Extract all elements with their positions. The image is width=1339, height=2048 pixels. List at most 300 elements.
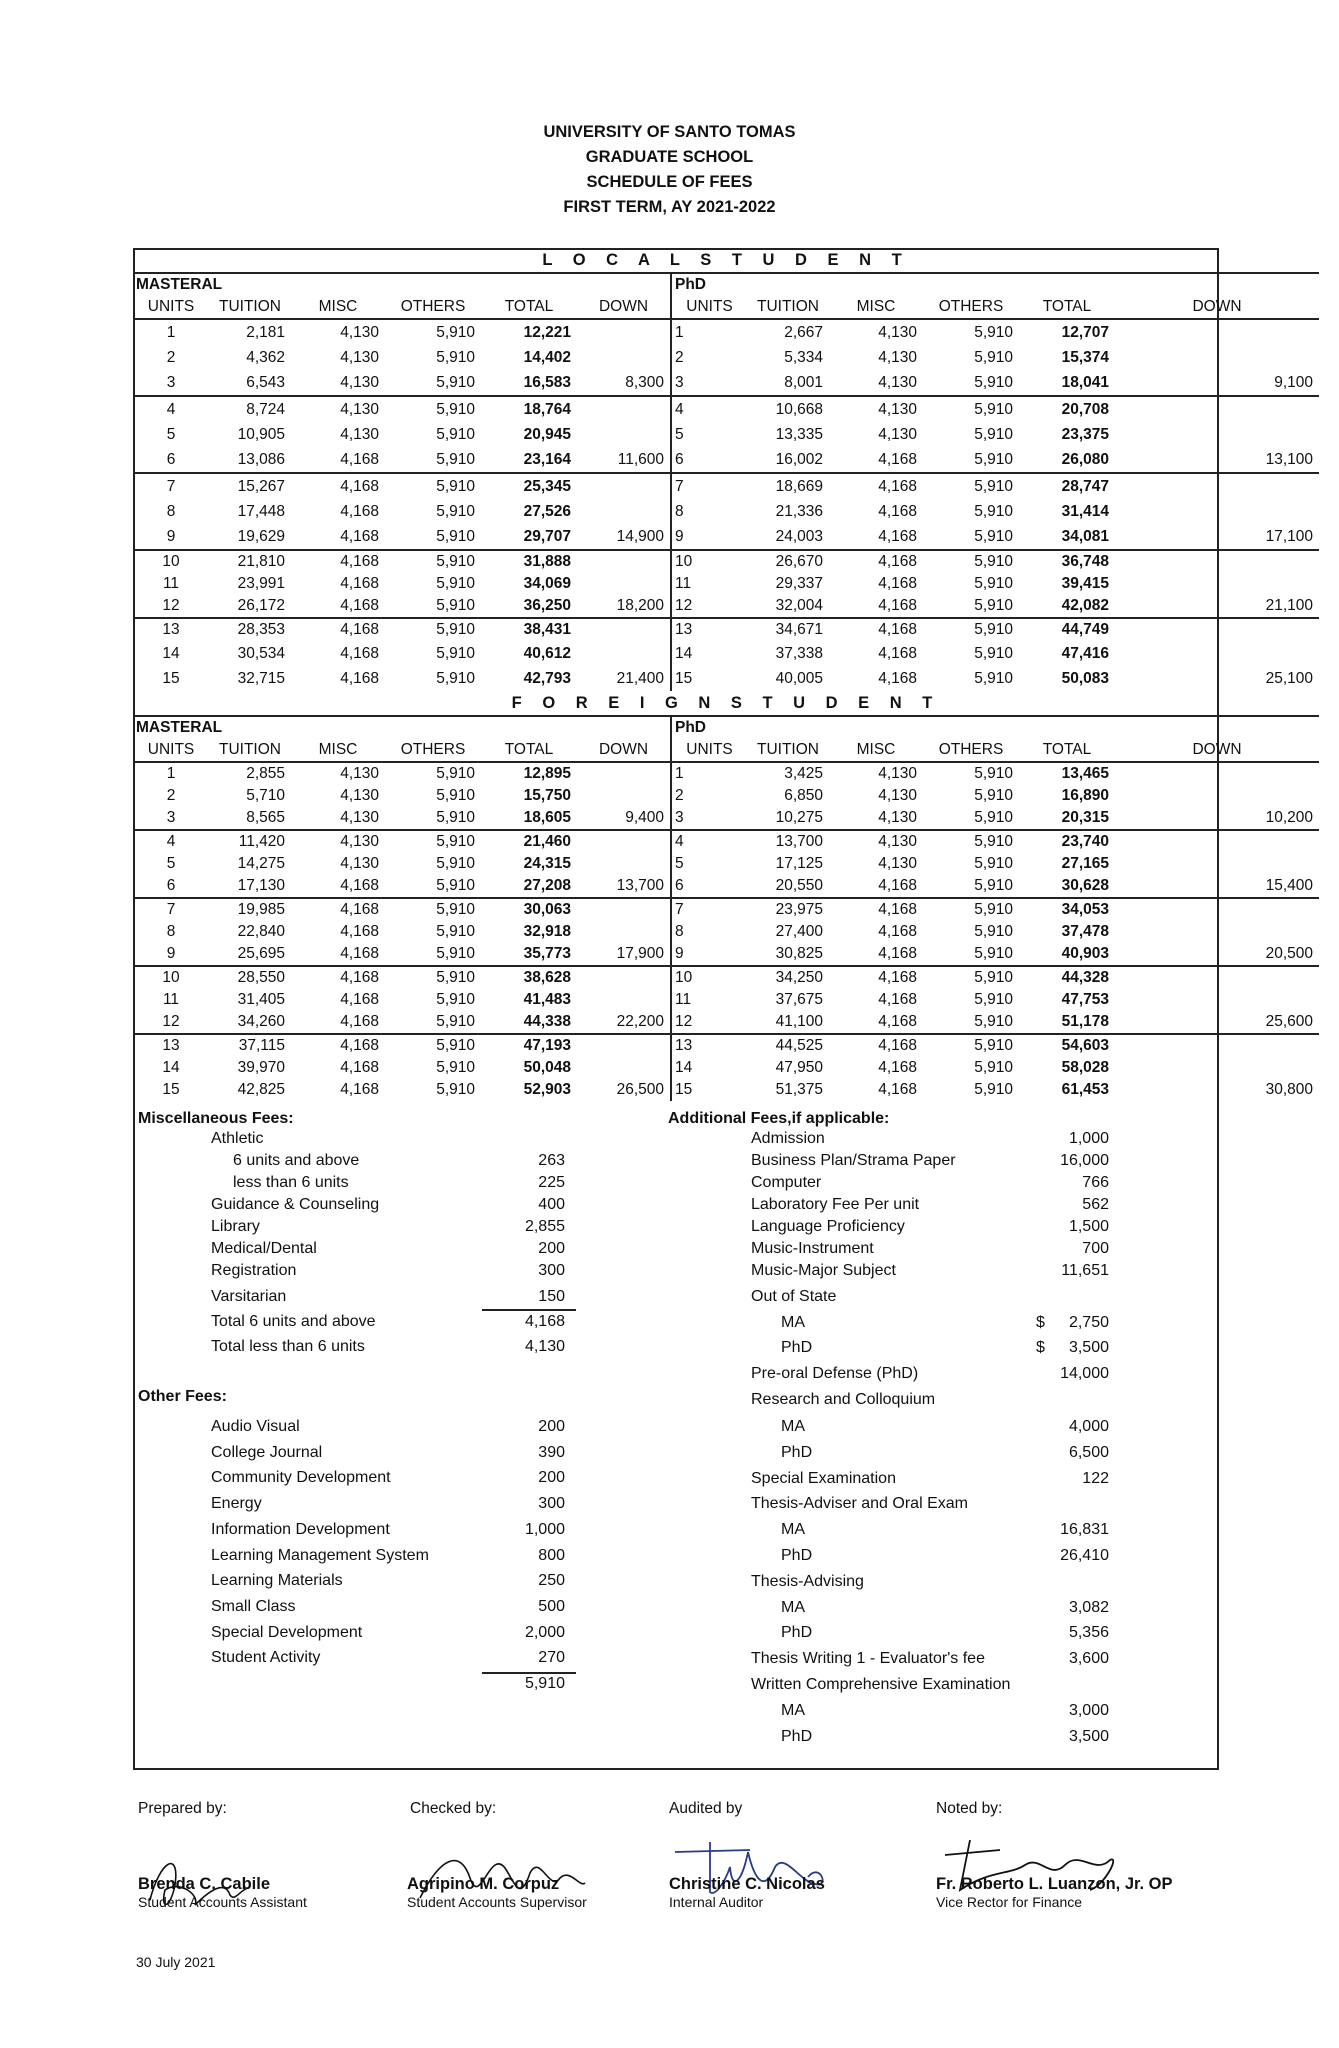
table-row bbox=[133, 618, 1319, 641]
masteral-units-cell: 10 bbox=[133, 550, 209, 573]
phd-tuition-cell: 13,700 bbox=[747, 830, 829, 853]
masteral-down-cell: 9,400 bbox=[577, 807, 671, 830]
masteral-down-cell: 21,400 bbox=[577, 666, 671, 691]
additional-fee-amount: 14,000 bbox=[1060, 1365, 1109, 1382]
phd-others-cell: 5,910 bbox=[974, 575, 1013, 592]
masteral-total-cell: 15,750 bbox=[523, 787, 571, 804]
phd-misc-cell: 4,168 bbox=[878, 527, 917, 545]
table-row bbox=[133, 807, 1319, 830]
masteral-total-cell: 52,903 bbox=[523, 1081, 571, 1098]
masteral-tuition-cell: 8,724 bbox=[209, 396, 291, 422]
masteral-others-cell: 5,910 bbox=[436, 1059, 475, 1076]
masteral-others-cell: 5,910 bbox=[436, 1081, 475, 1098]
phd-tuition-cell: 18,669 bbox=[747, 473, 829, 499]
table-row bbox=[133, 345, 1319, 370]
phd-label: PhD bbox=[675, 719, 706, 736]
other-fee-amount: 390 bbox=[538, 1443, 565, 1461]
column-header: UNITS bbox=[133, 739, 209, 762]
masteral-total-cell: 18,605 bbox=[523, 809, 571, 826]
phd-tuition-cell: 44,525 bbox=[747, 1034, 829, 1057]
phd-misc-cell: 4,168 bbox=[878, 669, 917, 687]
phd-units-cell: 8 bbox=[675, 502, 684, 520]
masteral-down-cell: 13,700 bbox=[577, 875, 671, 898]
phd-down-cell bbox=[1115, 499, 1319, 524]
phd-misc-cell: 4,130 bbox=[829, 396, 923, 422]
other-fees-title: Other Fees: bbox=[138, 1388, 227, 1405]
phd-tuition-cell: 2,667 bbox=[784, 323, 823, 341]
masteral-down-cell: 14,900 bbox=[577, 524, 671, 550]
phd-tuition-cell: 16,002 bbox=[775, 450, 823, 468]
masteral-total-cell: 44,338 bbox=[523, 1013, 571, 1030]
misc-fee-label: Registration bbox=[211, 1262, 297, 1279]
phd-total-cell: 61,453 bbox=[1061, 1081, 1109, 1098]
masteral-others-cell: 5,910 bbox=[436, 991, 475, 1008]
masteral-tuition-cell: 6,543 bbox=[246, 373, 285, 391]
column-header: MISC bbox=[291, 296, 385, 319]
table-row bbox=[133, 550, 1319, 573]
masteral-down-cell: 18,200 bbox=[577, 595, 671, 618]
additional-fee-amount: 3,500 bbox=[1068, 1339, 1109, 1356]
phd-total-cell: 28,747 bbox=[1019, 473, 1115, 499]
signatory-label: Audited by bbox=[669, 1800, 743, 1817]
phd-down-cell bbox=[1115, 641, 1319, 666]
signatory-checked bbox=[410, 1800, 496, 1818]
phd-total-cell: 20,708 bbox=[1019, 396, 1115, 422]
phd-units-cell: 5 bbox=[675, 855, 684, 872]
phd-misc-cell: 4,130 bbox=[878, 855, 917, 872]
phd-misc-cell: 4,168 bbox=[829, 618, 923, 641]
phd-misc-cell: 4,130 bbox=[878, 765, 917, 782]
foreign-title-cell: F O R E I G N S T U D E N T bbox=[133, 691, 1319, 716]
masteral-others-cell: 5,910 bbox=[385, 898, 481, 921]
masteral-misc-cell: 4,130 bbox=[340, 809, 379, 826]
additional-fee-amount: 700 bbox=[1082, 1240, 1109, 1257]
signatory-name: Brenda C. Cabile bbox=[138, 1875, 271, 1893]
phd-down-cell bbox=[1115, 573, 1319, 595]
phd-others-cell: 5,910 bbox=[923, 473, 1019, 499]
signatory-block-noted bbox=[936, 1875, 1173, 1910]
masteral-down-cell: 26,500 bbox=[577, 1079, 671, 1101]
phd-units-cell: 12 bbox=[675, 597, 693, 614]
column-header: DOWN bbox=[577, 739, 671, 762]
misc-fees-title: Miscellaneous Fees: bbox=[138, 1110, 294, 1127]
document-header bbox=[0, 120, 1339, 220]
masteral-misc-cell: 4,168 bbox=[291, 550, 385, 573]
masteral-misc-cell: 4,168 bbox=[340, 502, 379, 520]
masteral-others-cell: 5,910 bbox=[436, 348, 475, 366]
phd-units-cell: 6 bbox=[675, 877, 684, 894]
phd-units-cell: 7 bbox=[671, 473, 747, 499]
signatures bbox=[0, 1800, 1339, 2040]
masteral-units-cell: 15 bbox=[162, 669, 180, 687]
phd-down-cell bbox=[1115, 422, 1319, 447]
phd-units-cell: 13 bbox=[671, 618, 747, 641]
column-header: OTHERS bbox=[385, 296, 481, 319]
masteral-misc-cell: 4,168 bbox=[340, 669, 379, 687]
additional-fee-amount: 1,500 bbox=[1068, 1218, 1109, 1235]
phd-down-cell bbox=[1115, 473, 1319, 499]
table-row bbox=[133, 524, 1319, 550]
column-header: TUITION bbox=[747, 296, 829, 319]
additional-fee-amount: 4,000 bbox=[1068, 1418, 1109, 1435]
masteral-others-cell: 5,910 bbox=[385, 966, 481, 989]
masteral-units-cell: 13 bbox=[133, 1034, 209, 1057]
masteral-down-cell bbox=[577, 898, 671, 921]
additional-fee-label: Thesis-Adviser and Oral Exam bbox=[751, 1495, 968, 1512]
masteral-units-cell: 10 bbox=[133, 966, 209, 989]
phd-others-cell: 5,910 bbox=[974, 373, 1013, 391]
additional-fee-amount: 16,000 bbox=[1060, 1152, 1109, 1169]
phd-down-cell bbox=[1115, 898, 1319, 921]
phd-total-cell: 31,414 bbox=[1061, 502, 1109, 520]
masteral-misc-cell: 4,168 bbox=[340, 991, 379, 1008]
masteral-misc-cell: 4,168 bbox=[291, 966, 385, 989]
phd-units-cell: 12 bbox=[675, 1013, 693, 1030]
additional-fee-label: Thesis-Advising bbox=[751, 1573, 864, 1590]
masteral-tuition-cell: 17,448 bbox=[237, 502, 285, 520]
masteral-units-cell: 14 bbox=[162, 644, 180, 662]
phd-others-cell: 5,910 bbox=[974, 450, 1013, 468]
masteral-total-cell: 47,193 bbox=[481, 1034, 577, 1057]
table-row bbox=[133, 966, 1319, 989]
phd-units-cell: 10 bbox=[671, 966, 747, 989]
phd-units-cell: 4 bbox=[671, 396, 747, 422]
masteral-misc-cell: 4,168 bbox=[340, 575, 379, 592]
foreign-section-title bbox=[133, 691, 1319, 716]
phd-others-cell: 5,910 bbox=[974, 991, 1013, 1008]
phd-others-cell: 5,910 bbox=[923, 396, 1019, 422]
signatory-block-prepared bbox=[138, 1875, 307, 1910]
phd-others-cell: 5,910 bbox=[923, 830, 1019, 853]
masteral-units-cell: 7 bbox=[133, 898, 209, 921]
masteral-tuition-cell: 14,275 bbox=[237, 855, 285, 872]
phd-misc-cell: 4,130 bbox=[878, 809, 917, 826]
phd-others-cell: 5,910 bbox=[923, 618, 1019, 641]
phd-down-cell: 30,800 bbox=[1265, 1081, 1314, 1098]
other-fee-label: Special Development bbox=[211, 1623, 363, 1641]
masteral-units-cell: 4 bbox=[133, 396, 209, 422]
masteral-label: MASTERAL bbox=[133, 716, 671, 739]
column-header: MISC bbox=[829, 739, 923, 762]
phd-total-cell: 27,165 bbox=[1061, 855, 1109, 872]
phd-total-cell: 44,749 bbox=[1019, 618, 1115, 641]
column-header: TOTAL bbox=[481, 296, 577, 319]
phd-misc-cell: 4,168 bbox=[878, 597, 917, 614]
additional-fee-label: Admission bbox=[751, 1130, 825, 1147]
phd-misc-cell: 4,130 bbox=[878, 425, 917, 443]
masteral-misc-cell: 4,168 bbox=[291, 898, 385, 921]
masteral-tuition-cell: 8,565 bbox=[246, 809, 285, 826]
masteral-misc-cell: 4,130 bbox=[340, 373, 379, 391]
masteral-others-cell: 5,910 bbox=[385, 396, 481, 422]
additional-fee-label: PhD bbox=[781, 1624, 813, 1641]
masteral-units-cell: 1 bbox=[166, 323, 176, 341]
masteral-down-cell bbox=[577, 499, 671, 524]
table-row bbox=[133, 319, 1319, 345]
column-header: MISC bbox=[291, 739, 385, 762]
phd-down-cell bbox=[1115, 1057, 1319, 1079]
masteral-total-cell: 16,583 bbox=[523, 373, 571, 391]
phd-misc-cell: 4,168 bbox=[829, 550, 923, 573]
masteral-tuition-cell: 5,710 bbox=[246, 787, 285, 804]
masteral-tuition-cell: 30,534 bbox=[237, 644, 285, 662]
table-row bbox=[133, 499, 1319, 524]
misc-fee-amount: 263 bbox=[538, 1152, 565, 1169]
phd-misc-cell: 4,168 bbox=[878, 575, 917, 592]
masteral-total-cell: 42,793 bbox=[523, 669, 571, 687]
phd-total-cell: 36,748 bbox=[1019, 550, 1115, 573]
phd-total-cell: 23,375 bbox=[1061, 425, 1109, 443]
phd-tuition-cell: 47,950 bbox=[775, 1059, 823, 1076]
additional-fees-title: Additional Fees,if applicable: bbox=[668, 1110, 890, 1127]
phd-total-cell: 20,315 bbox=[1061, 809, 1109, 826]
phd-down-cell bbox=[1115, 1034, 1319, 1057]
currency-symbol: $ bbox=[1036, 1339, 1045, 1356]
other-fee-amount: 500 bbox=[538, 1597, 565, 1615]
masteral-others-cell: 5,910 bbox=[436, 1013, 475, 1030]
phd-down-cell: 15,400 bbox=[1265, 877, 1314, 894]
phd-down-cell: 20,500 bbox=[1265, 945, 1314, 962]
masteral-misc-cell: 4,168 bbox=[340, 1059, 379, 1076]
phd-total-cell: 42,082 bbox=[1061, 597, 1109, 614]
phd-misc-cell: 4,130 bbox=[878, 787, 917, 804]
masteral-others-cell: 5,910 bbox=[436, 877, 475, 894]
local-column-headers bbox=[133, 296, 1319, 319]
phd-total-cell: 54,603 bbox=[1019, 1034, 1115, 1057]
masteral-down-cell bbox=[577, 319, 671, 345]
masteral-misc-cell: 4,130 bbox=[340, 323, 379, 341]
masteral-others-cell: 5,910 bbox=[436, 502, 475, 520]
signatory-name: Fr. Roberto L. Luanzon, Jr. OP bbox=[936, 1875, 1173, 1893]
masteral-total-cell: 30,063 bbox=[481, 898, 577, 921]
table-row bbox=[133, 943, 1319, 966]
masteral-down-cell bbox=[577, 573, 671, 595]
misc-fee-label: Guidance & Counseling bbox=[211, 1196, 380, 1213]
masteral-tuition-cell: 22,840 bbox=[237, 923, 285, 940]
phd-units-cell: 3 bbox=[675, 373, 684, 391]
table-row bbox=[133, 785, 1319, 807]
phd-tuition-cell: 23,975 bbox=[747, 898, 829, 921]
phd-others-cell: 5,910 bbox=[923, 966, 1019, 989]
masteral-total-cell: 12,895 bbox=[523, 765, 571, 782]
phd-misc-cell: 4,168 bbox=[878, 502, 917, 520]
other-fee-label: Audio Visual bbox=[211, 1418, 300, 1435]
masteral-misc-cell: 4,130 bbox=[340, 348, 379, 366]
misc-fee-amount: 150 bbox=[538, 1288, 565, 1305]
phd-total-cell: 51,178 bbox=[1061, 1013, 1109, 1030]
phd-tuition-cell: 29,337 bbox=[775, 575, 823, 592]
university-name: UNIVERSITY OF SANTO TOMAS bbox=[543, 123, 796, 141]
additional-fee-label: Pre-oral Defense (PhD) bbox=[751, 1365, 919, 1382]
phd-down-cell bbox=[1115, 853, 1319, 875]
masteral-down-cell: 22,200 bbox=[577, 1011, 671, 1034]
phd-others-cell: 5,910 bbox=[974, 1013, 1013, 1030]
phd-others-cell: 5,910 bbox=[974, 945, 1013, 962]
other-fee-amount: 200 bbox=[538, 1418, 565, 1435]
masteral-others-cell: 5,910 bbox=[436, 644, 475, 662]
masteral-total-cell: 50,048 bbox=[523, 1059, 571, 1076]
masteral-total-cell: 27,526 bbox=[523, 502, 571, 520]
masteral-down-cell bbox=[577, 785, 671, 807]
masteral-down-cell bbox=[577, 618, 671, 641]
masteral-tuition-cell: 17,130 bbox=[237, 877, 285, 894]
phd-units-cell: 15 bbox=[675, 1081, 693, 1098]
phd-total-cell: 30,628 bbox=[1061, 877, 1109, 894]
signatory-role: Student Accounts Assistant bbox=[138, 1894, 307, 1910]
masteral-tuition-cell: 34,260 bbox=[237, 1013, 285, 1030]
phd-down-cell: 25,100 bbox=[1265, 669, 1314, 687]
phd-units-cell: 6 bbox=[675, 450, 684, 468]
masteral-others-cell: 5,910 bbox=[436, 787, 475, 804]
additional-fee-amount: 16,831 bbox=[1060, 1521, 1109, 1538]
masteral-misc-cell: 4,168 bbox=[340, 450, 379, 468]
masteral-others-cell: 5,910 bbox=[436, 373, 475, 391]
phd-units-cell: 13 bbox=[671, 1034, 747, 1057]
phd-units-cell: 9 bbox=[675, 945, 684, 962]
column-header: UNITS bbox=[671, 296, 747, 319]
masteral-units-cell: 7 bbox=[133, 473, 209, 499]
phd-units-cell: 3 bbox=[675, 809, 684, 826]
masteral-down-cell bbox=[577, 1057, 671, 1079]
phd-down-cell bbox=[1115, 550, 1319, 573]
phd-total-cell: 13,465 bbox=[1061, 765, 1109, 782]
phd-others-cell: 5,910 bbox=[974, 597, 1013, 614]
table-row bbox=[133, 666, 1319, 691]
misc-fee-amount: 4,168 bbox=[524, 1313, 565, 1330]
other-fee-label: Learning Management System bbox=[211, 1546, 429, 1564]
masteral-units-cell: 2 bbox=[166, 787, 176, 804]
misc-fee-label: less than 6 units bbox=[233, 1174, 349, 1191]
masteral-down-cell bbox=[577, 830, 671, 853]
masteral-misc-cell: 4,168 bbox=[340, 527, 379, 545]
additional-fee-label: MA bbox=[781, 1314, 805, 1331]
phd-total-cell: 12,707 bbox=[1061, 323, 1109, 341]
table-row bbox=[133, 921, 1319, 943]
phd-tuition-cell: 6,850 bbox=[784, 787, 823, 804]
additional-fee-label: Language Proficiency bbox=[751, 1218, 905, 1235]
signatory-name: Christine C. Nicolas bbox=[669, 1875, 825, 1893]
masteral-total-cell: 40,612 bbox=[523, 644, 571, 662]
masteral-down-cell bbox=[577, 989, 671, 1011]
additional-fee-label: MA bbox=[781, 1702, 805, 1719]
other-fee-amount: 800 bbox=[538, 1546, 565, 1564]
local-section-title bbox=[133, 248, 1319, 273]
phd-units-cell: 14 bbox=[675, 644, 693, 662]
additional-fee-label: PhD bbox=[781, 1547, 813, 1564]
phd-tuition-cell: 34,250 bbox=[747, 966, 829, 989]
masteral-units-cell: 8 bbox=[166, 923, 176, 940]
other-fee-label: College Journal bbox=[211, 1443, 323, 1461]
masteral-others-cell: 5,910 bbox=[385, 1034, 481, 1057]
phd-units-cell: 2 bbox=[675, 348, 684, 366]
local-level-row bbox=[133, 273, 1319, 296]
phd-misc-cell: 4,168 bbox=[878, 450, 917, 468]
column-header: UNITS bbox=[133, 296, 209, 319]
phd-tuition-cell: 17,125 bbox=[775, 855, 823, 872]
masteral-units-cell: 3 bbox=[166, 373, 176, 391]
masteral-misc-cell: 4,130 bbox=[340, 425, 379, 443]
masteral-tuition-cell: 25,695 bbox=[237, 945, 285, 962]
masteral-total-cell: 18,764 bbox=[481, 396, 577, 422]
misc-subtotal-rule bbox=[482, 1309, 576, 1311]
phd-down-cell: 10,200 bbox=[1265, 809, 1314, 826]
phd-misc-cell: 4,168 bbox=[878, 877, 917, 894]
phd-tuition-cell: 27,400 bbox=[775, 923, 823, 940]
phd-others-cell: 5,910 bbox=[923, 550, 1019, 573]
other-fee-amount: 1,000 bbox=[524, 1520, 565, 1538]
signatory-block-checked bbox=[407, 1875, 587, 1910]
signatory-name: Agripino M. Corpuz bbox=[407, 1875, 560, 1893]
additional-fee-amount: 3,082 bbox=[1068, 1599, 1109, 1616]
phd-misc-cell: 4,130 bbox=[878, 348, 917, 366]
additional-fee-label: Thesis Writing 1 - Evaluator's fee bbox=[751, 1650, 985, 1667]
masteral-misc-cell: 4,168 bbox=[340, 877, 379, 894]
masteral-others-cell: 5,910 bbox=[436, 855, 475, 872]
phd-down-cell bbox=[1115, 921, 1319, 943]
masteral-units-cell: 12 bbox=[162, 1013, 180, 1030]
phd-down-cell bbox=[1115, 319, 1319, 345]
masteral-tuition-cell: 39,970 bbox=[237, 1059, 285, 1076]
phd-tuition-cell: 34,671 bbox=[747, 618, 829, 641]
table-row bbox=[133, 473, 1319, 499]
other-fee-amount: 200 bbox=[538, 1469, 565, 1487]
masteral-total-cell: 23,164 bbox=[523, 450, 571, 468]
column-header: TOTAL bbox=[481, 739, 577, 762]
phd-down-cell bbox=[1115, 396, 1319, 422]
masteral-tuition-cell: 31,405 bbox=[237, 991, 285, 1008]
masteral-total-cell: 25,345 bbox=[481, 473, 577, 499]
masteral-total-cell: 21,460 bbox=[481, 830, 577, 853]
phd-down-cell: 25,600 bbox=[1265, 1013, 1314, 1030]
phd-units-cell: 5 bbox=[675, 425, 684, 443]
additional-fee-amount: 766 bbox=[1082, 1174, 1109, 1191]
other-fee-label: Energy bbox=[211, 1495, 262, 1513]
masteral-total-cell: 34,069 bbox=[523, 575, 571, 592]
masteral-misc-cell: 4,168 bbox=[291, 473, 385, 499]
masteral-tuition-cell: 10,905 bbox=[237, 425, 285, 443]
table-row bbox=[133, 1057, 1319, 1079]
phd-tuition-cell: 3,425 bbox=[784, 765, 823, 782]
masteral-others-cell: 5,910 bbox=[436, 527, 475, 545]
phd-down-cell bbox=[1115, 785, 1319, 807]
phd-others-cell: 5,910 bbox=[974, 323, 1013, 341]
phd-misc-cell: 4,130 bbox=[829, 830, 923, 853]
phd-misc-cell: 4,168 bbox=[878, 1059, 917, 1076]
masteral-tuition-cell: 42,825 bbox=[237, 1081, 285, 1098]
phd-others-cell: 5,910 bbox=[974, 502, 1013, 520]
masteral-units-cell: 5 bbox=[166, 425, 176, 443]
phd-down-cell: 21,100 bbox=[1265, 597, 1314, 614]
masteral-down-cell: 8,300 bbox=[577, 370, 671, 396]
masteral-misc-cell: 4,130 bbox=[340, 765, 379, 782]
column-header: DOWN bbox=[577, 296, 671, 319]
phd-misc-cell: 4,130 bbox=[878, 373, 917, 391]
masteral-tuition-cell: 28,353 bbox=[209, 618, 291, 641]
phd-total-cell: 44,328 bbox=[1019, 966, 1115, 989]
additional-fee-amount: 11,651 bbox=[1061, 1262, 1109, 1279]
masteral-others-cell: 5,910 bbox=[436, 765, 475, 782]
masteral-tuition-cell: 21,810 bbox=[209, 550, 291, 573]
additional-fee-label: Special Examination bbox=[751, 1470, 896, 1487]
table-row bbox=[133, 396, 1319, 422]
masteral-units-cell: 2 bbox=[166, 348, 176, 366]
other-fees-total: 5,910 bbox=[524, 1675, 565, 1692]
phd-units-cell: 2 bbox=[675, 787, 684, 804]
signatory-label: Prepared by: bbox=[138, 1800, 227, 1817]
phd-misc-cell: 4,130 bbox=[878, 323, 917, 341]
phd-down-cell bbox=[1115, 989, 1319, 1011]
phd-others-cell: 5,910 bbox=[974, 425, 1013, 443]
